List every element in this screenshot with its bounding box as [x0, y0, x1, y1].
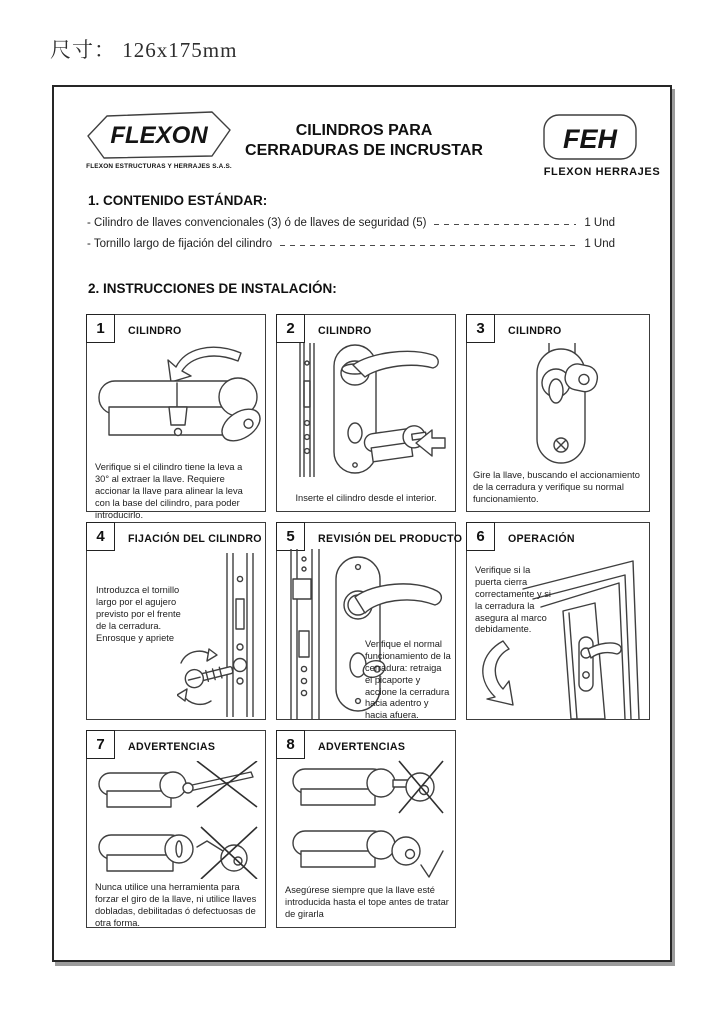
panel-number: 4: [86, 522, 115, 551]
feh-logo: [540, 111, 664, 178]
panel-title: OPERACIÓN: [508, 533, 575, 545]
panel-title: CILINDRO: [508, 325, 562, 337]
sheet-size-label: 尺寸： 126x175mm: [50, 38, 238, 62]
instruction-sheet: [52, 85, 672, 962]
sheet-title-line1: CILINDROS PARA: [295, 122, 433, 139]
panel-number: 1: [86, 314, 115, 343]
no-tools-bent-keys-illustration: [95, 761, 260, 879]
panel-number: 5: [276, 522, 305, 551]
list-item-label: - Tornillo largo de fijación del cilindro: [87, 238, 273, 250]
flexon-logo: [84, 109, 234, 170]
instruction-panel-5: [276, 522, 463, 721]
list-item: [87, 238, 615, 250]
svg-text:FEH: FEH: [563, 124, 617, 154]
feh-logo-subtext: FLEXON HERRAJES: [543, 166, 661, 178]
list-item-label: - Cilindro de llaves convencionales (3) ó de llaves de seguridad (5): [87, 217, 427, 229]
instruction-panel-7: [86, 730, 266, 928]
instruction-panel-4: [86, 522, 266, 720]
key-turn-escutcheon-illustration: [479, 343, 639, 473]
panel-caption: Verifique el normal funcionamiento de la cerradura: retraiga el picaporte y accione la cerradura hacia adentro y hacia afuera.: [365, 639, 451, 721]
section1-heading: 1. CONTENIDO ESTÁNDAR:: [88, 193, 268, 208]
content-list: [87, 217, 615, 259]
feh-badge-icon: [540, 111, 640, 163]
panel-caption: Verifique si el cilindro tiene la leva a 30° al extraer la llave. Requiere accionar la llave para alinear la leva con la base del cilindro, para poder introducirlo.: [95, 462, 243, 520]
panel-title: ADVERTENCIAS: [318, 741, 406, 753]
panel-title: FIJACIÓN DEL CILINDRO: [128, 533, 262, 545]
instruction-panel-3: [466, 314, 650, 512]
panel-caption: Verifique si la puerta cierra correctamente y si la cerradura la asegura al marco debidamente.: [475, 565, 551, 635]
sheet-title: [222, 121, 506, 161]
panel-caption: Introduzca el tornillo largo por el agujero previsto por el frente de la cerradura. Enrosque y apriete: [96, 585, 181, 643]
instruction-panel-6: [466, 522, 650, 720]
panel-title: CILINDRO: [318, 325, 372, 337]
sheet-title-line2: CERRADURAS DE INCRUSTAR: [245, 142, 483, 159]
panel-title: REVISIÓN DEL PRODUCTO: [318, 533, 463, 545]
flexon-banner-icon: [84, 109, 234, 161]
list-item-qty: 1 Und: [584, 238, 615, 250]
panel-number: 2: [276, 314, 305, 343]
panel-caption: Nunca utilice una herramienta para forzar el giro de la llave, ni utilice llaves dobladas, debilitadas ó defectuosas de otra forma.: [95, 882, 257, 928]
panel-number: 6: [466, 522, 495, 551]
panel-caption: Gire la llave, buscando el accionamiento de la cerradura y verifique su normal funcionamiento.: [473, 470, 640, 505]
cylinder-insertion-illustration: [287, 343, 447, 477]
key-fully-inserted-illustration: [287, 759, 445, 883]
panel-number: 8: [276, 730, 305, 759]
list-item-qty: 1 Und: [584, 217, 615, 229]
svg-text:FLEXON: FLEXON: [110, 122, 208, 149]
dotted-leader: [434, 218, 576, 229]
panel-caption: Asegúrese siempre que la llave esté introducida hasta el tope antes de tratar de girarla: [285, 885, 449, 919]
instruction-panel-2: [276, 314, 456, 512]
instruction-panel-8: [276, 730, 456, 928]
panel-title: ADVERTENCIAS: [128, 741, 216, 753]
list-item: [87, 217, 615, 229]
section2-heading: 2. INSTRUCCIONES DE INSTALACIÓN:: [88, 281, 337, 296]
panel-number: 3: [466, 314, 495, 343]
dotted-leader: [280, 239, 576, 250]
panel-number: 7: [86, 730, 115, 759]
cylinder-cam-arrow-illustration: [91, 345, 263, 457]
panel-title: CILINDRO: [128, 325, 182, 337]
flexon-logo-subtext: FLEXON ESTRUCTURAS Y HERRAJES S.A.S.: [86, 163, 232, 170]
panel-caption: Inserte el cilindro desde el interior.: [295, 493, 437, 504]
instruction-panel-1: [86, 314, 266, 520]
